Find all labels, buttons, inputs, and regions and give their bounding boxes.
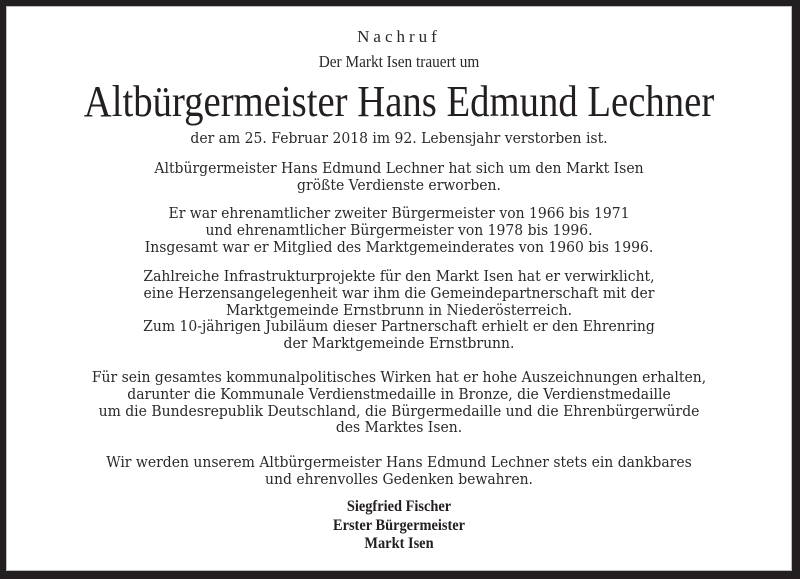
paragraph-awards (34, 369, 763, 436)
paragraph-line: um die Bundesrepublik Deutschland, die Bürgermedaille und die Ehrenbürgerwürde (98, 401, 700, 420)
signatory-name: Siegfried Fischer (346, 498, 452, 515)
signatory-title: Erster Bürgermeister (332, 516, 466, 534)
paragraph-line: Altbürgermeister Hans Edmund Lechner hat sich um den Markt Isen (154, 159, 644, 177)
paragraph-remembrance (34, 454, 763, 488)
paragraph-merits (34, 160, 763, 194)
paragraph-line: Wir werden unserem Altbürgermeister Hans Edmund Lechner stets ein dankbares (106, 453, 692, 471)
deceased-name: Altbürgermeister Hans Edmund Lechner (83, 77, 715, 126)
paragraph-line: und ehrenvolles Gedenken bewahren. (264, 469, 533, 488)
death-date-text: der am 25. Februar 2018 im 92. Lebensjahr verstorben ist. (190, 129, 608, 147)
paragraph-line: Insgesamt war er Mitglied des Marktgemeinderates von 1960 bis 1996. (144, 237, 654, 256)
paragraph-line: und ehrenamtlicher Bürgermeister von 1978 bis 1996. (205, 220, 593, 239)
paragraph-line: Für sein gesamtes kommunalpolitisches Wirken hat er hohe Auszeichnungen erhalten, (91, 368, 707, 386)
paragraph-line: des Marktes Isen. (335, 418, 463, 437)
obituary-notice (6, 6, 792, 571)
signature-block (46, 498, 752, 554)
death-line (34, 130, 763, 147)
paragraph-line: größte Verdienste erworben. (297, 175, 501, 194)
notice-intro: Der Markt Isen trauert um (318, 52, 480, 71)
paragraph-line: Er war ehrenamtlicher zweiter Bürgermeister von 1966 bis 1971 (168, 204, 630, 222)
paragraph-offices (34, 205, 763, 255)
paragraph-line: Zum 10-jährigen Jubiläum dieser Partnerschaft erhielt er den Ehrenring (143, 317, 655, 336)
paragraph-line: Marktgemeinde Ernstbrunn in Niederösterreich. (225, 300, 573, 319)
paragraph-line: eine Herzensangelegenheit war ihm die Gemeindepartnerschaft mit der (143, 283, 655, 302)
paragraph-projects (34, 268, 763, 352)
signatory-organization: Markt Isen (364, 535, 434, 552)
paragraph-line: darunter die Kommunale Verdienstmedaille in Bronze, die Verdienstmedaille (127, 384, 671, 403)
notice-label: Nachruf (357, 27, 441, 46)
paragraph-line: Zahlreiche Infrastrukturprojekte für den Markt Isen hat er verwirklicht, (143, 267, 655, 285)
paragraph-line: der Marktgemeinde Ernstbrunn. (283, 334, 515, 353)
